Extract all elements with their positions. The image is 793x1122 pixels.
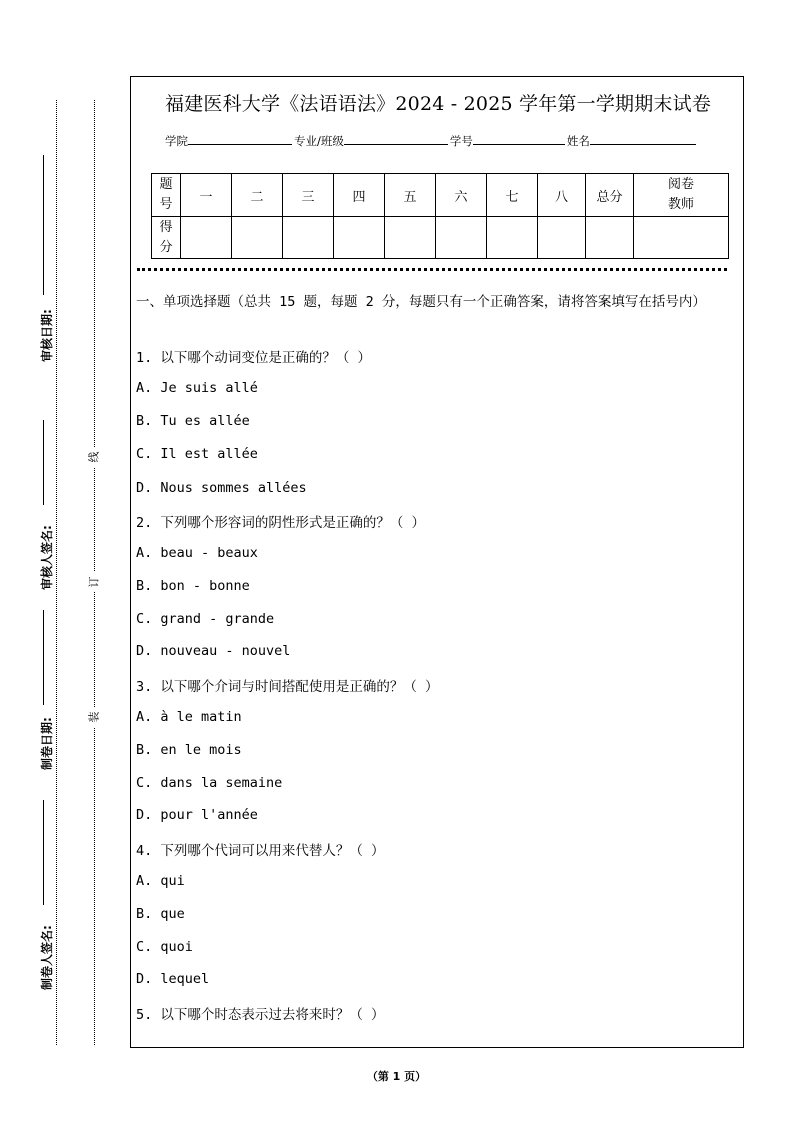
binding-dotted-line-outer	[56, 100, 57, 1045]
question-1-option-a[interactable]: A. Je suis allé	[136, 380, 258, 396]
question-4-option-c[interactable]: C. quoi	[136, 939, 193, 955]
binding-bind-char: 订	[88, 572, 99, 592]
score-col-4: 四	[334, 174, 385, 217]
reviewer-date-blank[interactable]	[43, 155, 44, 295]
section-1-heading: 一、单项选择题（总共 15 题，每题 2 分，每题只有一个正确答案，请将答案填写在括号内）	[136, 294, 706, 310]
binding-line-char: 线	[88, 447, 99, 467]
score-cell-grader[interactable]	[634, 217, 729, 259]
exam-frame	[130, 76, 744, 1048]
score-col-2: 二	[232, 174, 283, 217]
question-1-option-b[interactable]: B. Tu es allée	[136, 413, 250, 429]
score-col-5: 五	[385, 174, 436, 217]
student-info-row	[165, 132, 698, 149]
question-2-option-d[interactable]: D. nouveau - nouvel	[136, 643, 291, 659]
question-2-option-a[interactable]: A. beau - beaux	[136, 545, 258, 561]
question-2-stem: 2. 下列哪个形容词的阴性形式是正确的？（ ）	[136, 515, 426, 531]
score-table	[151, 173, 729, 259]
question-1-option-c[interactable]: C. Il est allée	[136, 446, 258, 462]
question-2-option-b[interactable]: B. bon - bonne	[136, 578, 250, 594]
score-cell[interactable]	[232, 217, 283, 259]
header-separator	[137, 268, 727, 271]
major-class-label: 专业/班级	[294, 134, 344, 148]
question-1-option-d[interactable]: D. Nous sommes allées	[136, 480, 307, 496]
name-field[interactable]	[590, 132, 696, 145]
score-cell[interactable]	[181, 217, 232, 259]
question-3-stem: 3. 以下哪个介词与时间搭配使用是正确的？（ ）	[136, 679, 439, 695]
maker-date-blank[interactable]	[43, 610, 44, 705]
score-col-grader: 阅卷 教师	[634, 174, 729, 217]
score-col-1: 一	[181, 174, 232, 217]
question-3-option-b[interactable]: B. en le mois	[136, 742, 242, 758]
college-label: 学院	[165, 134, 188, 148]
score-col-3: 三	[283, 174, 334, 217]
name-label: 姓名	[566, 134, 590, 148]
reviewer-sign-blank[interactable]	[43, 420, 44, 505]
question-4-option-a[interactable]: A. qui	[136, 873, 185, 889]
question-4-option-b[interactable]: B. que	[136, 906, 185, 922]
score-cell-total[interactable]	[586, 217, 634, 259]
major-class-field[interactable]	[344, 132, 448, 145]
college-field[interactable]	[188, 132, 292, 145]
question-5-stem: 5. 以下哪个时态表示过去将来时？（ ）	[136, 1007, 385, 1023]
score-col-6: 六	[436, 174, 487, 217]
score-table-header-label: 题 号	[152, 174, 181, 217]
score-cell[interactable]	[487, 217, 538, 259]
binding-fold-char: 装	[88, 707, 99, 727]
question-3-option-c[interactable]: C. dans la semaine	[136, 775, 283, 791]
question-1-stem: 1. 以下哪个动词变位是正确的？（ ）	[136, 350, 372, 366]
score-cell[interactable]	[283, 217, 334, 259]
score-col-7: 七	[487, 174, 538, 217]
question-2-option-c[interactable]: C. grand - grande	[136, 611, 275, 627]
page-number: （第 1 页）	[366, 1070, 427, 1083]
score-cell[interactable]	[538, 217, 586, 259]
score-cell[interactable]	[436, 217, 487, 259]
maker-sign-blank[interactable]	[43, 800, 44, 905]
score-table-row-label: 得 分	[152, 217, 181, 259]
question-4-option-d[interactable]: D. lequel	[136, 971, 210, 987]
question-3-option-a[interactable]: A. à le matin	[136, 709, 242, 725]
exam-title: 福建医科大学《法语语法》2024 - 2025 学年第一学期期末试卷	[164, 93, 712, 115]
score-cell[interactable]	[334, 217, 385, 259]
student-id-field[interactable]	[473, 132, 565, 145]
question-4-stem: 4. 下列哪个代词可以用来代替人？（ ）	[136, 843, 385, 859]
score-col-total: 总分	[586, 174, 634, 217]
score-cell[interactable]	[385, 217, 436, 259]
question-3-option-d[interactable]: D. pour l'année	[136, 807, 258, 823]
score-col-8: 八	[538, 174, 586, 217]
student-id-label: 学号	[449, 134, 473, 148]
